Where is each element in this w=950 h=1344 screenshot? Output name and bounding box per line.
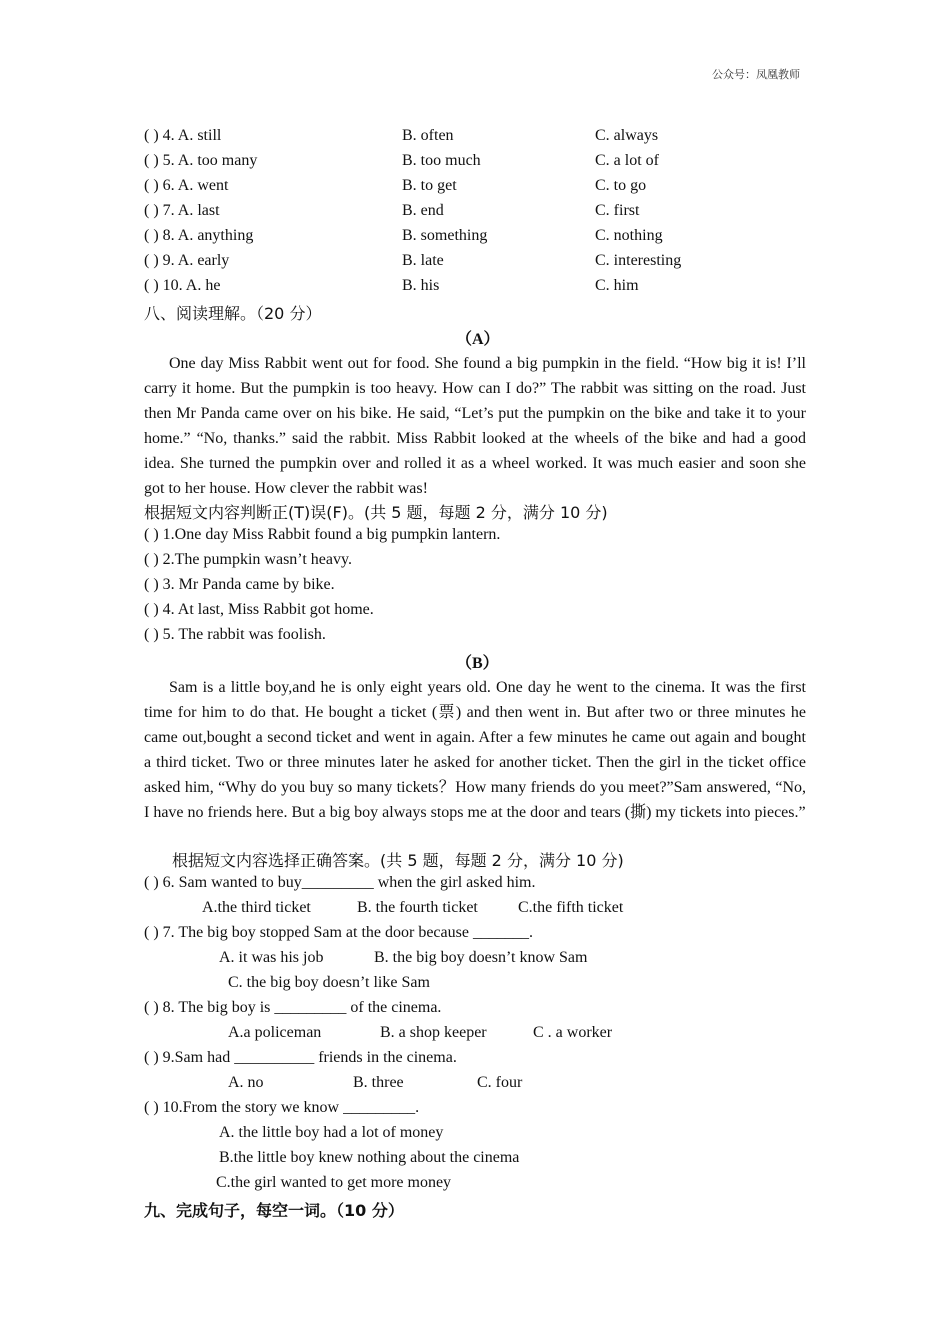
part-b-q8-b: B. a shop keeper: [380, 1024, 487, 1041]
part-b-q6: ( ) 6. Sam wanted to buy_________ when the girl asked him.: [144, 874, 536, 891]
cloze-q4-b: B. often: [402, 127, 454, 144]
cloze-q8: ( ) 8. A. anything: [144, 227, 254, 244]
part-b-q10: ( ) 10.From the story we know _________.: [144, 1099, 420, 1116]
part-b-q8: ( ) 8. The big boy is _________ of the cinema.: [144, 999, 442, 1016]
part-a-q1: ( ) 1.One day Miss Rabbit found a big pumpkin lantern.: [144, 526, 501, 543]
cloze-q10-b: B. his: [402, 277, 440, 294]
part-b-q10-a: A. the little boy had a lot of money: [219, 1124, 444, 1141]
part-b-q9-b: B. three: [353, 1074, 404, 1091]
part-b-instruction: 根据短文内容选择正确答案。(共 5 题，每题 2 分，满分 10 分): [172, 851, 624, 870]
part-b-q10-c: C.the girl wanted to get more money: [216, 1174, 452, 1191]
cloze-q9-b: B. late: [402, 252, 444, 269]
cloze-q8-c: C. nothing: [595, 227, 663, 244]
part-b-q8-a: A.a policeman: [228, 1024, 322, 1041]
part-a-passage: One day Miss Rabbit went out for food. She found a big pumpkin in the field. “How big it is! I’ll carry it home. But the pumpkin is too heavy. How can I do?” The rabbit was sitting on the road. Just then Mr Panda came over on his bike. He said, “Let’s put the pumpkin on the bike and take it to your home.” “No, thanks.” said the rabbit. Miss Rabbit looked at the wheels of the bike and had a good idea. She turned the pumpkin over and rolled it as a wheel worked. It was much easier and soon she got to her house. How clever the rabbit was!: [144, 355, 806, 497]
part-b-q7-b: B. the big boy doesn’t know Sam: [374, 949, 588, 966]
cloze-q9-c: C. interesting: [595, 252, 682, 269]
cloze-q6-c: C. to go: [595, 177, 647, 194]
part-b-q7-c: C. the big boy doesn’t like Sam: [228, 974, 430, 991]
cloze-q5-c: C. a lot of: [595, 152, 659, 169]
part-a-q4: ( ) 4. At last, Miss Rabbit got home.: [144, 601, 374, 618]
section-8-heading: 八、阅读理解。（20 分）: [144, 304, 322, 323]
cloze-q6: ( ) 6. A. went: [144, 177, 229, 194]
part-b-q9-a: A. no: [228, 1074, 264, 1091]
part-a-q5: ( ) 5. The rabbit was foolish.: [144, 626, 326, 643]
section-9-heading: 九、完成句子，每空一词。（10 分）: [144, 1201, 404, 1220]
part-b-q7: ( ) 7. The big boy stopped Sam at the door because _______.: [144, 924, 533, 941]
cloze-q10: ( ) 10. A. he: [144, 277, 221, 294]
part-b-q10-b: B.the little boy knew nothing about the cinema: [219, 1149, 520, 1166]
part-b-q8-c: C . a worker: [533, 1024, 613, 1041]
cloze-q9: ( ) 9. A. early: [144, 252, 230, 269]
cloze-q10-c: C. him: [595, 277, 639, 294]
part-a-q3: ( ) 3. Mr Panda came by bike.: [144, 576, 335, 593]
part-b-q6-a: A.the third ticket: [202, 899, 311, 916]
cloze-q6-b: B. to get: [402, 177, 457, 194]
part-b-title: （B）: [456, 655, 499, 672]
cloze-q7: ( ) 7. A. last: [144, 202, 220, 219]
part-b-q9-c: C. four: [477, 1074, 523, 1091]
part-b-q6-b: B. the fourth ticket: [357, 899, 478, 916]
part-a-q2: ( ) 2.The pumpkin wasn’t heavy.: [144, 551, 352, 568]
part-a-title: （A）: [456, 331, 500, 348]
part-a-instruction: 根据短文内容判断正(T)误(F)。(共 5 题，每题 2 分，满分 10 分): [144, 503, 608, 522]
cloze-q4: ( ) 4. A. still: [144, 127, 222, 144]
cloze-q5-b: B. too much: [402, 152, 481, 169]
page-header: 公众号：凤凰教师: [712, 68, 800, 81]
cloze-q7-b: B. end: [402, 202, 444, 219]
part-b-q9: ( ) 9.Sam had __________ friends in the cinema.: [144, 1049, 457, 1066]
cloze-q8-b: B. something: [402, 227, 488, 244]
cloze-q7-c: C. first: [595, 202, 640, 219]
part-b-passage: Sam is a little boy,and he is only eight years old. One day he went to the cinema. It was the first time for him to do that. He bought a ticket (票) and then went in. But after two or three minutes he came out,bought a second ticket and went in again. After a few minutes he came out again and bought a third ticket. Two or three minutes later he asked for another ticket. Then the girl in the ticket office asked him, “Why do you buy so many tickets？How many friends do you meet?”Sam answered, “No, I have no friends here. But a big boy always stops me at the door and tears (撕) my tickets into pieces.”: [144, 679, 806, 821]
part-b-q6-c: C.the fifth ticket: [518, 899, 624, 916]
part-b-q7-a: A. it was his job: [219, 949, 324, 966]
cloze-q4-c: C. always: [595, 127, 659, 144]
cloze-q5: ( ) 5. A. too many: [144, 152, 258, 169]
